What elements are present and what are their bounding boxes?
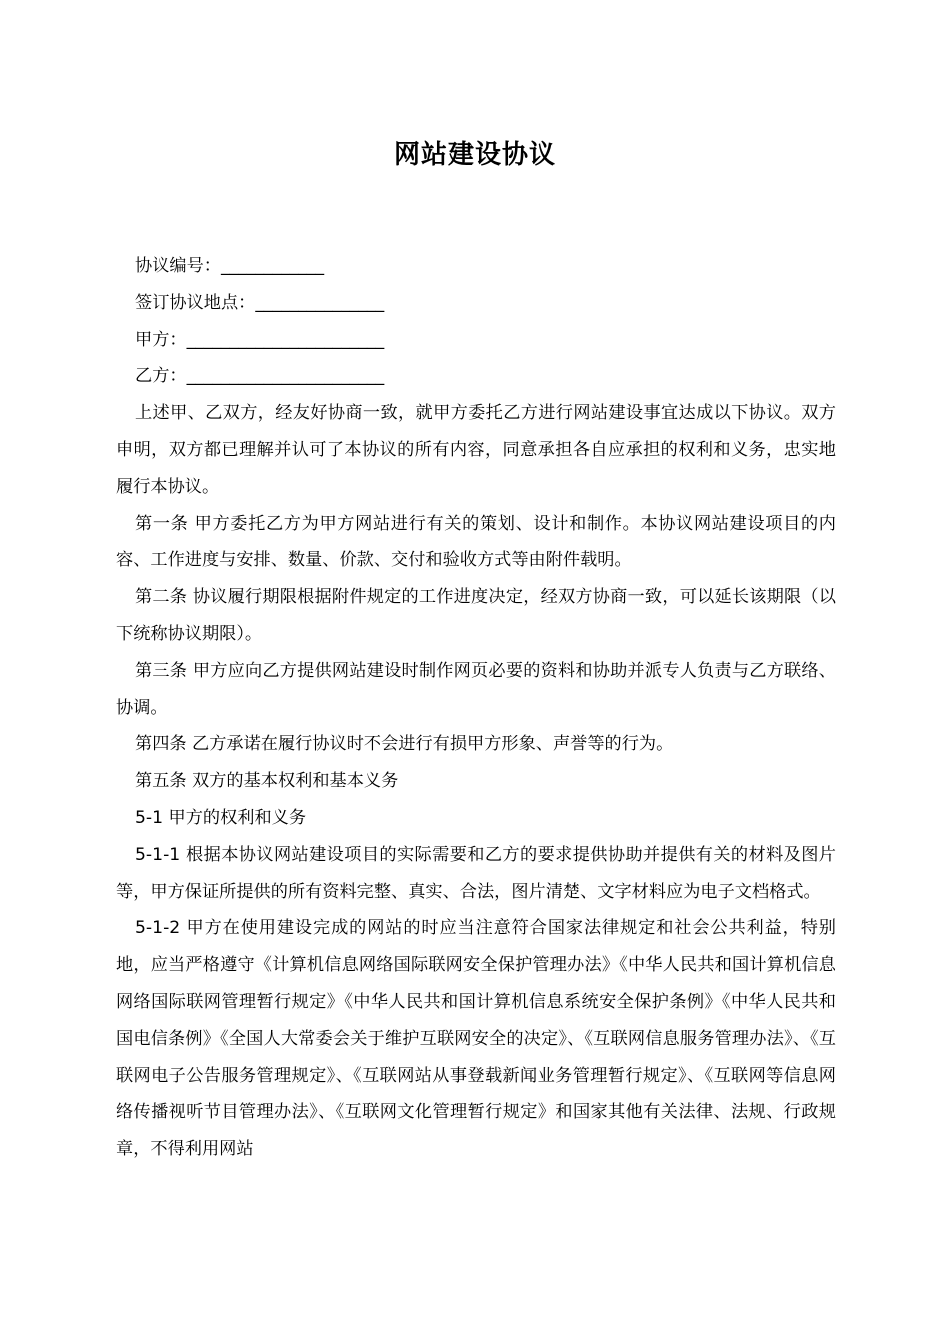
document-body — [116, 248, 836, 1168]
document-title: 网站建设协议 — [393, 140, 556, 170]
section-5-1-2-paragraph: 5-1-2 甲方在使用建设完成的网站的时应当注意符合国家法律规定和社会公共利益，特别地，应当严格遵守《计算机信息网络国际联网安全保护管理办法》《中华人民共和国计算机信息网络国际联网管理暂行规定》《中华人民共和国计算机信息系统安全保护条例》《中华人民共和国电信条例》《全国人大常委会关于维护互联网安全的决定》、《互联网信息服务管理办法》、《互联网电子公告服务管理规定》、《互联网站从事登载新闻业务管理暂行规定》、《互联网等信息网络传播视听节目管理办法》、《互联网文化管理暂行规定》和国家其他有关法律、法规、行政规章，不得利用网站 — [116, 918, 836, 1160]
signing-place-field: 签订协议地点：_______________ — [135, 292, 385, 313]
section-5-1-1-paragraph: 5-1-1 根据本协议网站建设项目的实际需要和乙方的要求提供协助并提供有关的材料及图片等，甲方保证所提供的所有资料完整、真实、合法，图片清楚、文字材料应为电子文档格式。 — [116, 844, 836, 902]
party-b-field: 乙方：_______________________ — [135, 366, 385, 387]
party-a-field: 甲方：_______________________ — [135, 329, 385, 350]
article-3-paragraph: 第三条 甲方应向乙方提供网站建设时制作网页必要的资料和协助并派专人负责与乙方联络、协调。 — [116, 660, 836, 718]
intro-paragraph: 上述甲、乙双方，经友好协商一致，就甲方委托乙方进行网站建设事宜达成以下协议。双方申明，双方都已理解并认可了本协议的所有内容，同意承担各自应承担的权利和义务，忠实地履行本协议。 — [116, 403, 836, 497]
article-2-paragraph: 第二条 协议履行期限根据附件规定的工作进度决定，经双方协商一致，可以延长该期限（以下统称协议期限）。 — [116, 587, 836, 644]
article-4-paragraph: 第四条 乙方承诺在履行协议时不会进行有损甲方形象、声誉等的行为。 — [135, 734, 674, 755]
article-5-heading: 第五条 双方的基本权利和基本义务 — [135, 771, 399, 792]
article-1-paragraph: 第一条 甲方委托乙方为甲方网站进行有关的策划、设计和制作。本协议网站建设项目的内容、工作进度与安排、数量、价款、交付和验收方式等由附件载明。 — [116, 513, 836, 571]
agreement-number-field: 协议编号：____________ — [135, 256, 325, 276]
section-5-1-heading: 5-1 甲方的权利和义务 — [135, 807, 307, 828]
